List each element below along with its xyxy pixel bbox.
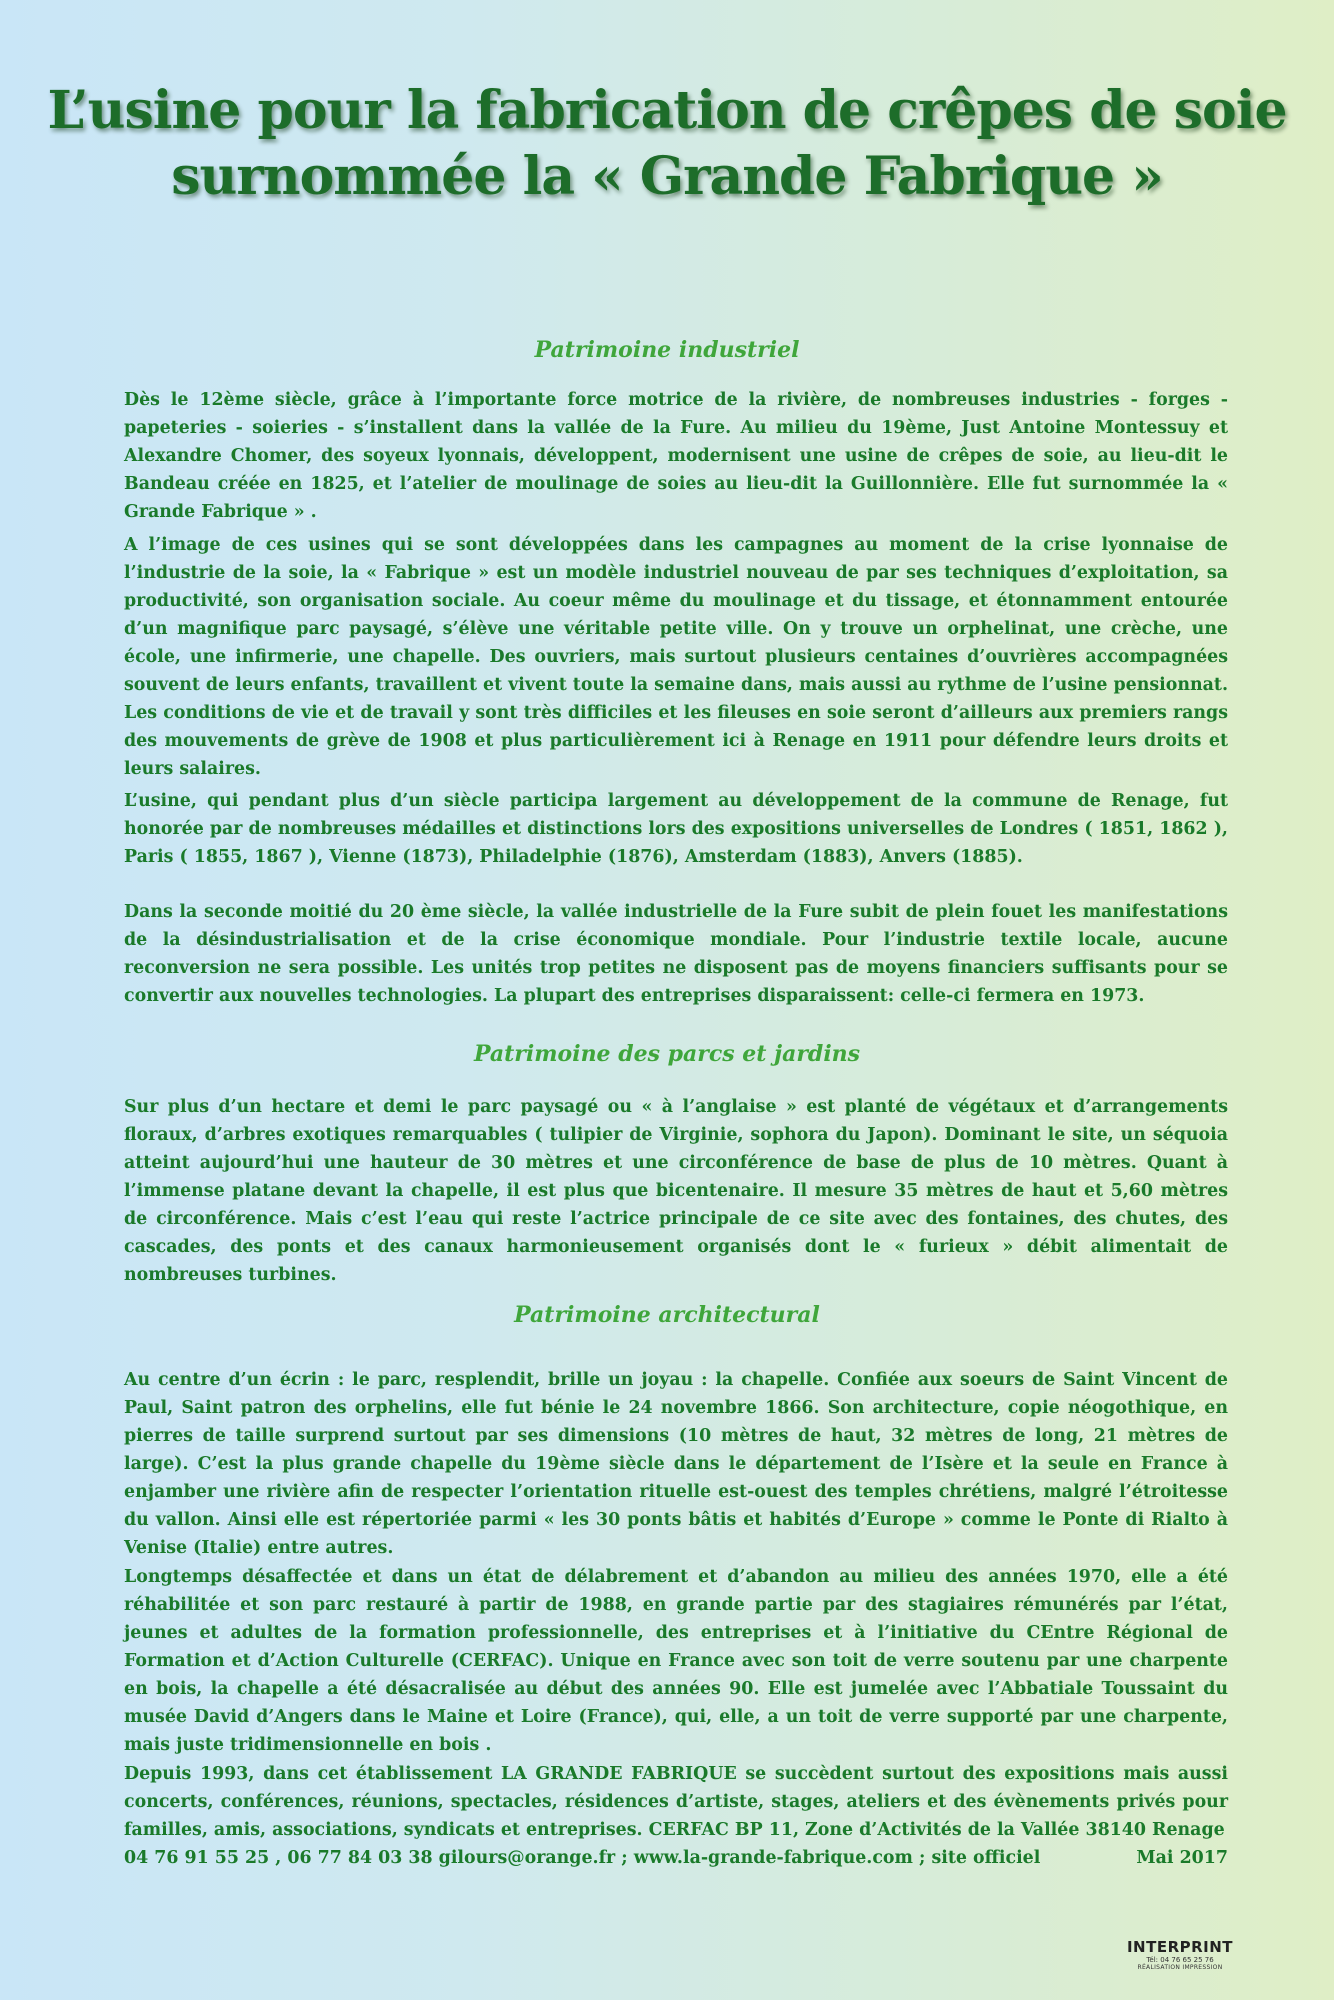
heading-patrimoine-industriel: Patrimoine industriel (534, 337, 800, 363)
logo-brand: INTERPRINT (1126, 1938, 1234, 1956)
interprint-logo (1120, 1940, 1240, 1971)
paragraph-architectural-3: Depuis 1993, dans cet établissement LA GRANDE FABRIQUE se succèdent surtout des expositions mais aussi concerts, conférences, réunions, spectacles, résidences d’artiste, stages, ateliers et des évènements privés pour familles, amis, associations, syndicats et entreprises. CERFAC BP 11, Zone d’Activités de la Vallée 38140 Renage (124, 1764, 1228, 1840)
footer-contact-line (124, 1844, 1228, 1872)
logo-tagline: RÉALISATION IMPRESSION (1137, 1964, 1223, 1971)
paragraph-industriel-1: Dès le 12ème siècle, grâce à l’importante force motrice de la rivière, de nombreuses industries - forges - papeteries - soieries - s’installent dans la vallée de la Fure. Au milieu du 19ème, Just Antoine Montessuy et Alexandre Chomer, des soyeux lyonnais, développent, modernisent une usine de crêpes de soie, au lieu-dit le Bandeau créée en 1825, et l’atelier de moulinage de soies au lieu-dit la Guillonnière. Elle fut surnommée la « Grande Fabrique » . (124, 390, 1228, 522)
paragraph-industriel-2: A l’image de ces usines qui se sont développées dans les campagnes au moment de la crise lyonnaise de l’industrie de la soie, la « Fabrique » est un modèle industriel nouveau de par ses techniques d’exploitation, sa productivité, son organisation sociale. Au coeur même du moulinage et du tissage, et étonnamment entourée d’un magnifique parc paysagé, s’élève une véritable petite ville. On y trouve un orphelinat, une crèche, une école, une infirmerie, une chapelle. Des ouvriers, mais surtout plusieurs centaines d’ouvrières accompagnées souvent de leurs enfants, travaillent et vivent toute la semaine dans, mais aussi au rythme de l’usine pensionnat. Les conditions de vie et de travail y sont très difficiles et les fileuses en soie seront d’ailleurs aux premiers rangs des mouvements de grève de 1908 et plus particulièrement ici à Renage en 1911 pour défendre leurs droits et leurs salaires. (124, 535, 1228, 779)
title-line-1: L’usine pour la fabrication de crêpes de soie (47, 80, 1287, 141)
paragraph-industriel-4: Dans la seconde moitié du 20 ème siècle, la vallée industrielle de la Fure subit de plein fouet les manifestations de la désindustrialisation et de la crise économique mondiale. Pour l’industrie textile locale, aucune reconversion ne sera possible. Les unités trop petites ne disposent pas de moyens financiers suffisants pour se convertir aux nouvelles technologies. La plupart des entreprises disparaissent: celle-ci fermera en 1973. (124, 902, 1228, 1006)
paragraph-architectural-1: Au centre d’un écrin : le parc, resplendit, brille un joyau : la chapelle. Confiée aux soeurs de Saint Vincent de Paul, Saint patron des orphelins, elle fut bénie le 24 novembre 1866. Son architecture, copie néogothique, en pierres de taille surprend surtout par ses dimensions (10 mètres de haut, 32 mètres de long, 21 mètres de large). C’est la plus grande chapelle du 19ème siècle dans le département de l’Isère et la seule en France à enjamber une rivière afin de respecter l’orientation rituelle est-ouest des temples chrétiens, malgré l’étroitesse du vallon. Ainsi elle est répertoriée parmi « les 30 ponts bâtis et habités d’Europe » comme le Ponte di Rialto à Venise (Italie) entre autres. (124, 1370, 1228, 1558)
footer-contact: 04 76 91 55 25 , 06 77 84 03 38 gilours@orange.fr ; www.la-grande-fabrique.com ; site officiel (124, 1848, 1041, 1868)
paragraph-industriel-3: L’usine, qui pendant plus d’un siècle participa largement au développement de la commune de Renage, fut honorée par de nombreuses médailles et distinctions lors des expositions universelles de Londres ( 1851, 1862 ), Paris ( 1855, 1867 ), Vienne (1873), Philadelphie (1876), Amsterdam (1883), Anvers (1885). (124, 791, 1228, 867)
title-line-2: surnommée la « Grande Fabrique » (171, 146, 1163, 207)
footer-date: Mai 2017 (1136, 1848, 1228, 1868)
paragraph-architectural-2: Longtemps désaffectée et dans un état de délabrement et d’abandon au milieu des années 1970, elle a été réhabilitée et son parc restauré à partir de 1988, en grande partie par des stagiaires rémunérés par l’état, jeunes et adultes de la formation professionnelle, des entreprises et à l’initiative du CEntre Régional de Formation et d’Action Culturelle (CERFAC). Unique en France avec son toit de verre soutenu par une charpente en bois, la chapelle a été désacralisée au début des années 90. Elle est jumelée avec l’Abbatiale Toussaint du musée David d’Angers dans le Maine et Loire (France), qui, elle, a un toit de verre supporté par une charpente, mais juste tridimensionnelle en bois . (124, 1567, 1228, 1755)
paragraph-parcs-1: Sur plus d’un hectare et demi le parc paysagé ou « à l’anglaise » est planté de végétaux et d’arrangements floraux, d’arbres exotiques remarquables ( tulipier de Virginie, sophora du Japon). Dominant le site, un séquoia atteint aujourd’hui une hauteur de 30 mètres et une circonférence de base de plus de 10 mètres. Quant à l’immense platane devant la chapelle, il est plus que bicentenaire. Il mesure 35 mètres de haut et 5,60 mètres de circonférence. Mais c’est l’eau qui reste l’actrice principale de ce site avec des fontaines, des chutes, des cascades, des ponts et des canaux harmonieusement organisés dont le « furieux » débit alimentait de nombreuses turbines. (124, 1097, 1228, 1285)
poster-title (40, 78, 1294, 210)
heading-patrimoine-parcs: Patrimoine des parcs et jardins (473, 1041, 861, 1067)
logo-tel: Tél: 04 76 65 25 76 (1146, 1956, 1214, 1964)
heading-patrimoine-architectural: Patrimoine architectural (514, 1302, 820, 1328)
